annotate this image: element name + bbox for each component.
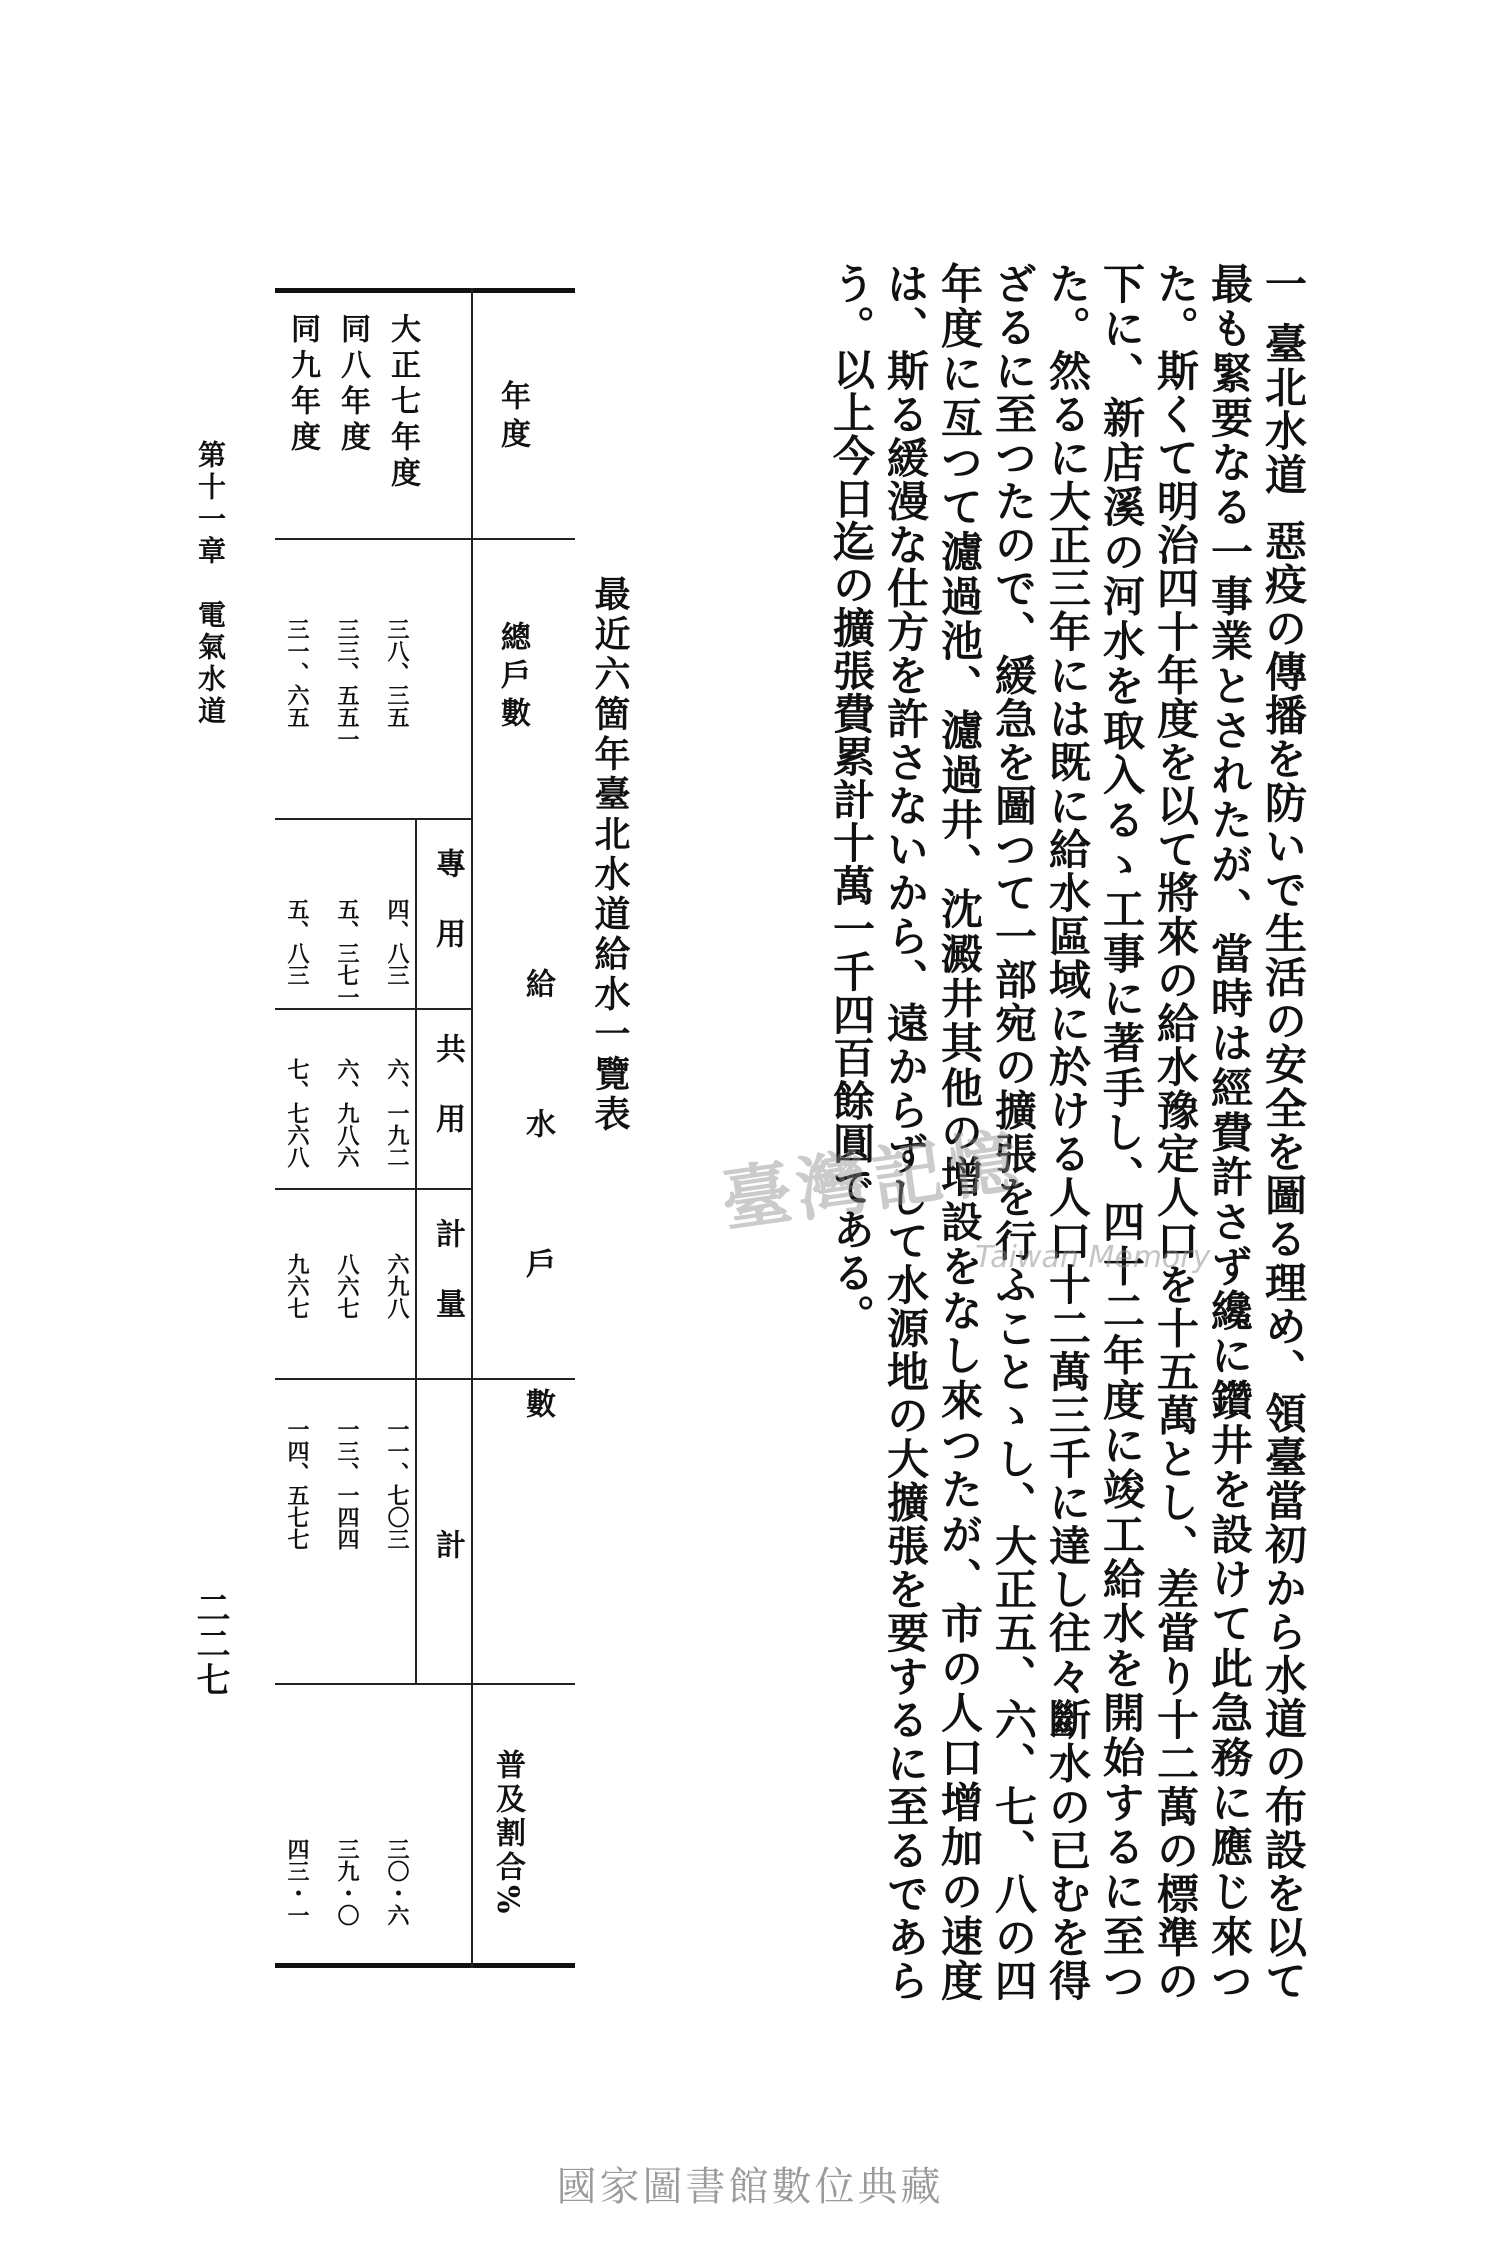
col-sep-year [275, 538, 575, 540]
header-coverage: 普及割合% [490, 1748, 525, 1918]
row-year: 同九年度 [285, 313, 320, 457]
page-number: 二二七 [190, 1590, 230, 1698]
header-sum: 計 [430, 1529, 465, 1567]
cell-exclusive: 四、八三 [384, 898, 410, 986]
table-top-rule [275, 288, 575, 293]
cell-total: 三八、三五 [384, 618, 410, 728]
header-total-households: 總戶數 [495, 621, 530, 735]
cell-exclusive: 五、八三 [284, 898, 310, 986]
header-metered: 計量 [430, 1218, 465, 1358]
supply-subheader-line [415, 818, 417, 1683]
cell-sum: 一四、五七七 [284, 1418, 310, 1550]
row-year: 同八年度 [335, 313, 370, 457]
watermark-logo: 臺灣記憶 [716, 1118, 1029, 1243]
cell-coverage: 四三・一 [284, 1838, 310, 1926]
cell-exclusive: 五、三七一 [334, 898, 360, 1008]
col-sep-sum [275, 1683, 575, 1685]
cell-sum: 一一、七〇三 [384, 1418, 410, 1550]
cell-metered: 六九八 [384, 1253, 410, 1319]
cell-sum: 一三、一四四 [334, 1418, 360, 1550]
header-year: 年度 [495, 380, 530, 456]
body-paragraph: 惡疫の傳播を防いで生活の安全を圖る理め、領臺當初から水道の布設を以て最も緊要なる一事業とされたが、當時は經費許さず纔に鑽井を設けて此急務に應じ來つた。斯くて明治四十年度を以て將來の給水豫定人口を十五萬とし、差當り十二萬の標準の下に、新店溪の河水を取入るゝ工事に著手し、四十二年度に竣工給水を開始するに至つた。然るに大正三年には既に給水區域に於ける人口十二萬三千に達し往々斷水の已むを得ざるに至つたので、緩急を圖つて一部宛の擴張を行ふことゝし、大正五、六、七、八の四年度に亙つて濾過池、濾過井、沈澱井其他の增設をなし來つたが、市の人口增加の速度は、斯る緩漫な仕方を許さないから、遠からずして水源地の大擴張を要するに至るであらう。以上今日迄の擴張費累計十萬一千四百餘圓である。 [827, 262, 1308, 2003]
table-bottom-rule [275, 1963, 575, 1968]
watermark-subtitle: Taiwan Memory [975, 1240, 1211, 1275]
row-year: 大正七年度 [385, 313, 420, 493]
cell-shared: 七、七六八 [284, 1058, 310, 1168]
cell-coverage: 三〇・六 [384, 1838, 410, 1926]
col-sep-shared [275, 1188, 471, 1190]
header-exclusive: 專用 [430, 848, 465, 988]
cell-metered: 八六七 [334, 1253, 360, 1319]
water-supply-table [275, 288, 575, 1968]
col-sep-total [275, 818, 471, 820]
section-heading: 一 臺北水道 [1259, 262, 1308, 497]
cell-shared: 六、九八六 [334, 1058, 360, 1168]
cell-shared: 六、一九二 [384, 1058, 410, 1168]
library-footer: 國家圖書館數位典藏 [556, 2164, 944, 2210]
chapter-running-head: 第十一章 電氣水道 [194, 440, 227, 728]
header-supply-group: 給水戶數 [520, 968, 555, 1528]
cell-total: 三一、六五 [284, 618, 310, 728]
cell-coverage: 三九・〇 [334, 1838, 360, 1926]
table-caption: 最近六箇年臺北水道給水一覽表 [589, 575, 631, 1135]
col-sep-exclusive [275, 1008, 471, 1010]
header-shared: 共用 [430, 1033, 465, 1173]
cell-total: 三三、五五一 [334, 618, 360, 750]
cell-metered: 九六七 [284, 1253, 310, 1319]
